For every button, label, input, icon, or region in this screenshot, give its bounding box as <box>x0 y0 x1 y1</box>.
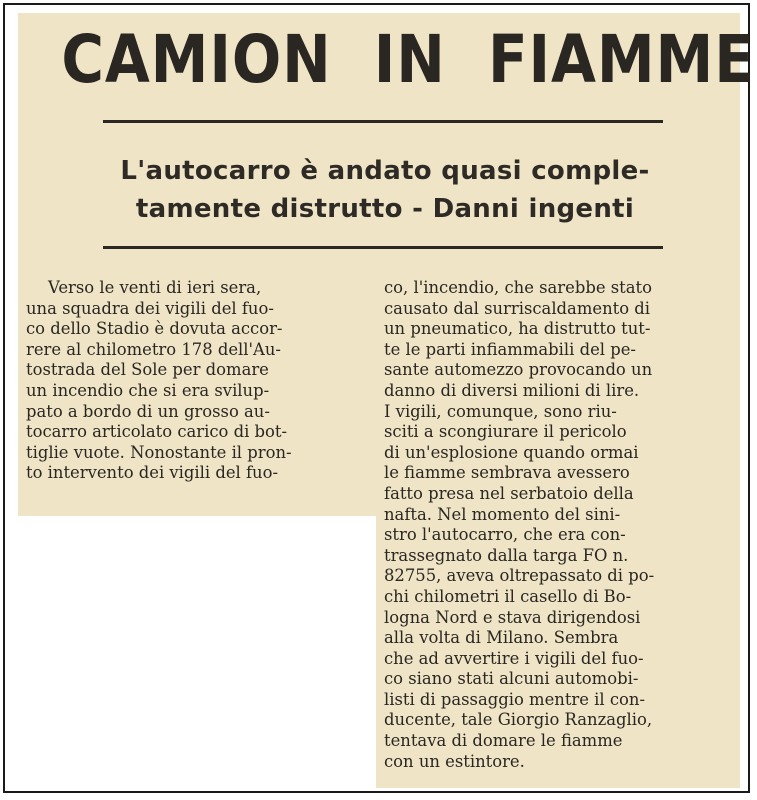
text-line: una squadra dei vigili del fuo- <box>26 298 274 318</box>
text-line: chi chilometri il casello di Bo- <box>384 586 632 606</box>
text-line: stro l'autocarro, che era con- <box>384 525 626 545</box>
headline: CAMION IN FIAMME <box>61 21 755 98</box>
text-line: ducente, tale Giorgio Ranzaglio, <box>384 710 653 730</box>
subheadline-line: L'autocarro è andato quasi comple- <box>120 156 650 186</box>
article-column-left <box>26 278 368 484</box>
subheadline <box>70 152 700 228</box>
text-line: sante automezzo provocando un <box>384 360 653 380</box>
text-line: logna Nord e stava dirigendosi <box>384 607 641 627</box>
text-line: co siano stati alcuni automobi- <box>384 669 639 689</box>
headline-rule <box>103 120 663 123</box>
text-line: di un'esplosione quando ormai <box>384 442 639 462</box>
text-line: alla volta di Milano. Sembra <box>384 628 619 648</box>
text-line: co dello Stadio è dovuta accor- <box>26 319 283 339</box>
text-line: un pneumatico, ha distrutto tut- <box>384 319 651 339</box>
article-column-right <box>384 278 730 772</box>
text-line: listi di passaggio mentre il con- <box>384 689 646 709</box>
text-line: trassegnato dalla targa FO n. <box>384 545 629 565</box>
subheadline-line: tamente distrutto - Danni ingenti <box>135 194 635 224</box>
text-line: 82755, aveva oltrepassato di po- <box>384 566 655 586</box>
text-line: nafta. Nel momento del sini- <box>384 504 621 524</box>
text-line: tiglie vuote. Nonostante il pron- <box>26 442 292 462</box>
text-line: che ad avvertire i vigili del fuo- <box>384 648 644 668</box>
text-line: un incendio che si era svilup- <box>26 380 270 400</box>
text-line: co, l'incendio, che sarebbe stato <box>384 278 652 297</box>
text-line: con un estintore. <box>384 751 525 771</box>
text-line: tocarro articolato carico di bot- <box>26 422 288 442</box>
text-line: te le parti infiammabili del pe- <box>384 339 636 359</box>
subheadline-rule <box>103 246 663 249</box>
text-line: Verso le venti di ieri sera, <box>48 278 262 297</box>
text-line: pato a bordo di un grosso au- <box>26 401 270 421</box>
text-line: sciti a scongiurare il pericolo <box>384 422 627 442</box>
text-line: danno di diversi milioni di lire. <box>384 380 640 400</box>
text-line: tostrada del Sole per domare <box>26 360 269 380</box>
text-line: rere al chilometro 178 dell'Au- <box>26 339 281 359</box>
text-line: tentava di domare le fiamme <box>384 731 623 751</box>
text-line: to intervento dei vigili del fuo- <box>26 463 279 483</box>
text-line: I vigili, comunque, sono riu- <box>384 401 617 421</box>
text-line: causato dal surriscaldamento di <box>384 298 651 318</box>
text-line: le fiamme sembrava avessero <box>384 463 630 483</box>
text-line: fatto presa nel serbatoio della <box>384 483 634 503</box>
